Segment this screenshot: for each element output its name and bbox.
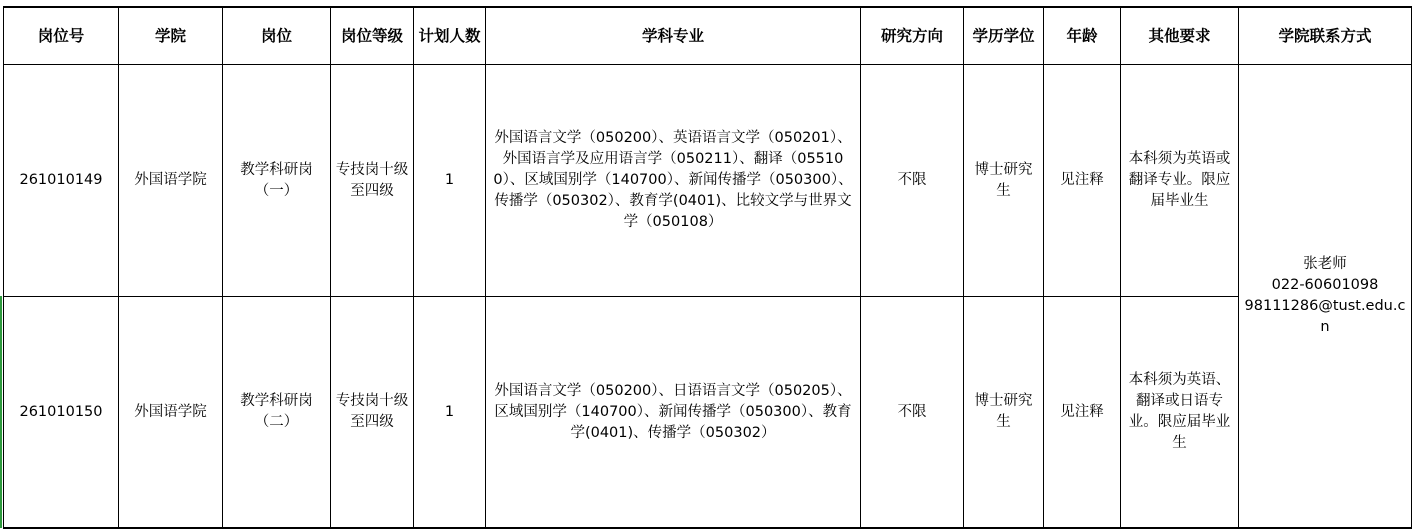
header-cell-plan: 计划人数 [414, 7, 486, 65]
cell-other: 本科须为英语、翻译或日语专业。限应届毕业生 [1121, 297, 1239, 529]
contact-email: 98111286@tust.edu.cn [1244, 298, 1406, 335]
cell-other: 本科须为英语或翻译专业。限应届毕业生 [1121, 65, 1239, 297]
cell-contact [1239, 65, 1412, 529]
sheet-left-edge [0, 296, 2, 528]
header-cell-direction: 研究方向 [861, 7, 964, 65]
cell-position: 教学科研岗（二） [223, 297, 331, 529]
header-cell-position: 岗位 [223, 7, 331, 65]
cell-college: 外国语学院 [119, 297, 223, 529]
cell-major: 外国语言文学（050200）、英语语言文学（050201）、外国语言学及应用语言学（050211）、翻译（055100）、区域国别学（140700）、新闻传播学（050300）、传播学（050302）、教育学(0401)、比较文学与世界文学（050108） [486, 65, 861, 297]
recruitment-table [3, 6, 1412, 529]
header-cell-contact: 学院联系方式 [1239, 7, 1412, 65]
cell-direction: 不限 [861, 297, 964, 529]
header-cell-degree: 学历学位 [964, 7, 1044, 65]
cell-plan: 1 [414, 65, 486, 297]
cell-post-no: 261010150 [4, 297, 119, 529]
cell-plan: 1 [414, 297, 486, 529]
cell-major: 外国语言文学（050200）、日语语言文学（050205）、区域国别学（140700）、新闻传播学（050300）、教育学(0401)、传播学（050302） [486, 297, 861, 529]
cell-age: 见注释 [1044, 65, 1121, 297]
table-row [4, 65, 1412, 297]
header-cell-other: 其他要求 [1121, 7, 1239, 65]
cell-level: 专技岗十级至四级 [331, 65, 414, 297]
cell-degree: 博士研究生 [964, 65, 1044, 297]
contact-phone: 022-60601098 [1271, 277, 1379, 293]
cell-post-no: 261010149 [4, 65, 119, 297]
cell-college: 外国语学院 [119, 65, 223, 297]
cell-position: 教学科研岗（一） [223, 65, 331, 297]
cell-level: 专技岗十级至四级 [331, 297, 414, 529]
header-cell-post-no: 岗位号 [4, 7, 119, 65]
header-cell-major: 学科专业 [486, 7, 861, 65]
header-cell-college: 学院 [119, 7, 223, 65]
cell-age: 见注释 [1044, 297, 1121, 529]
contact-name: 张老师 [1303, 256, 1347, 272]
header-row [4, 7, 1412, 65]
cell-degree: 博士研究生 [964, 297, 1044, 529]
cell-direction: 不限 [861, 65, 964, 297]
header-cell-level: 岗位等级 [331, 7, 414, 65]
table-row [4, 297, 1412, 529]
header-cell-age: 年龄 [1044, 7, 1121, 65]
